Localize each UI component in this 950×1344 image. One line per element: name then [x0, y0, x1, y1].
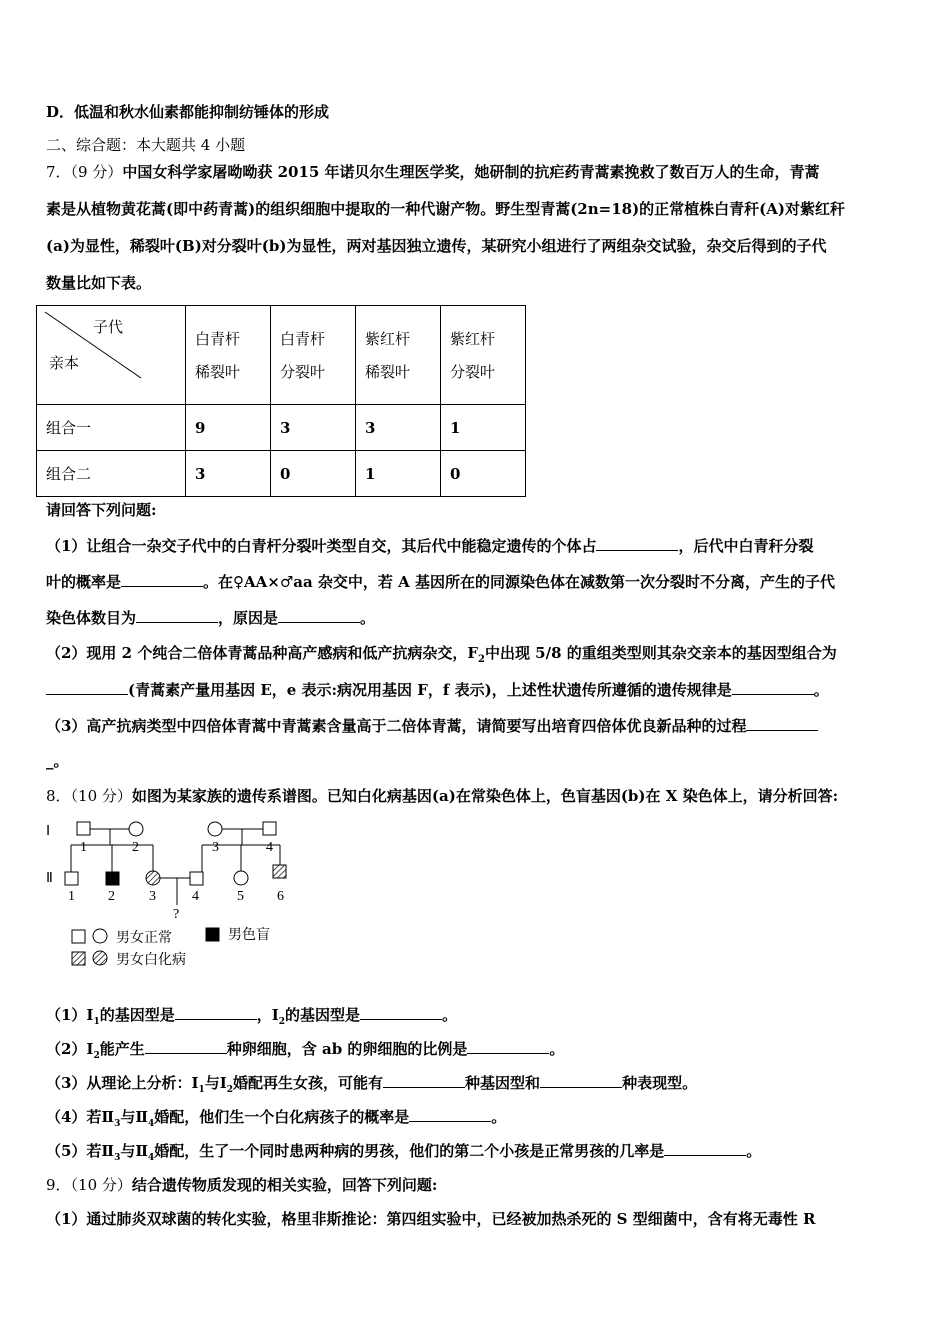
legend-male-colorblind: [206, 928, 219, 941]
gen2-male-6-albino: [273, 865, 286, 878]
table-row: [37, 405, 526, 451]
q7-part1-line1: （1）让组合一杂交子代中的白青杆分裂叶类型自交，其后代中能稳定遗传的个体占 ，后代中白青秆分裂: [46, 537, 814, 555]
header-cell: 白青杆 分裂叶: [271, 306, 356, 405]
row-label: 组合一: [37, 405, 186, 451]
answer-blank[interactable]: [664, 1140, 746, 1156]
table-cell: 0: [441, 451, 526, 497]
label: 2: [108, 889, 115, 904]
answer-blank[interactable]: [409, 1106, 491, 1122]
q7-stem-1: 中国女科学家屠呦呦获 2015 年诺贝尔生理医学奖，她研制的抗疟药青蒿素挽救了数百万人的生命，青蒿: [122, 163, 820, 181]
q8-part5: （5）若$Ⅱ_3$与$Ⅱ_4$婚配，生了一个同时患两种病的男孩，他们的第二个小孩是正常男孩的几率是 。: [46, 1142, 762, 1163]
label: 3: [212, 840, 219, 855]
table-cell: 3: [186, 451, 271, 497]
label: 1: [68, 889, 75, 904]
answer-blank[interactable]: [360, 1004, 442, 1020]
table-cell: 3: [356, 405, 441, 451]
q7-number: 7．（9 分）: [46, 163, 123, 181]
label: 2: [132, 840, 139, 855]
answer-blank[interactable]: [383, 1072, 465, 1088]
q9-number: 9．（10 分）: [46, 1176, 132, 1194]
q8-part4: （4）若$Ⅱ_3$与$Ⅱ_4$婚配，他们生一个白化病孩子的概率是 。: [46, 1108, 507, 1129]
q7-prompt: 请回答下列问题:: [46, 501, 157, 519]
gen2-male-4: [190, 872, 203, 885]
table-cell: 0: [271, 451, 356, 497]
q8-number: 8．（10 分）: [46, 787, 132, 805]
q9-line: [46, 1175, 437, 1195]
answer-blank[interactable]: [278, 607, 360, 623]
legend-female-albino: [93, 951, 107, 965]
q8-stem: 如图为某家族的遗传系谱图。已知白化病基因(a)在常染色体上，色盲基因(b)在 X 染色体上，请分析回答:: [131, 787, 839, 805]
gen-I-label: Ⅰ: [46, 824, 51, 839]
gen-II-label: Ⅱ: [46, 871, 53, 886]
table-cell: 9: [186, 405, 271, 451]
table-corner-cell: [37, 306, 186, 405]
table-row: [37, 451, 526, 497]
q7-stem-2: 素是从植物黄花蒿(即中药青蒿)的组织细胞中提取的一种代谢产物。野生型青蒿(2n=18)的正常植株白青秆(A)对紫红秆: [46, 200, 846, 218]
q9-stem: 结合遗传物质发现的相关实验，回答下列问题:: [131, 1176, 438, 1194]
legend-female-normal: [93, 929, 107, 943]
q7-part3-line1: （3）高产抗病类型中四倍体青蒿中青蒿素含量高于二倍体青蒿，请简要写出培育四倍体优良新品种的过程: [46, 715, 818, 736]
gen2-male-1: [65, 872, 78, 885]
legend-male-albino: [72, 952, 85, 965]
legend-normal-label: 男女正常: [116, 931, 172, 946]
q8-part1: $(1)Ⅰ_1$的基因型是 ，$Ⅰ_2$的基因型是 。: [46, 1006, 458, 1027]
answer-blank[interactable]: [596, 535, 678, 551]
q8-part2: $(2)Ⅰ_2$能产生 种卵细胞，含 ab 的卵细胞的比例是 。: [46, 1040, 565, 1061]
label: 5: [237, 889, 244, 904]
legend-albino-label: 男女白化病: [116, 953, 186, 968]
section-title: 二、综合题：本大题共 4 小题: [46, 136, 246, 154]
answer-blank[interactable]: [175, 1004, 257, 1020]
q7-part3-line2: _。: [46, 752, 69, 770]
answer-blank[interactable]: [145, 1038, 227, 1054]
answer-blank[interactable]: [467, 1038, 549, 1054]
gen1-male-1: [77, 822, 90, 835]
gen2-female-3-albino: [146, 871, 160, 885]
q7-part1-line3: 染色体数目为 ，原因是 。: [46, 609, 376, 627]
label: 4: [266, 840, 273, 855]
q7-part1-line2: 叶的概率是 。在♀AA×♂aa 杂交中，若 A 基因所在的同源染色体在减数第一次分裂时不分离，产生的子代: [46, 573, 836, 591]
table-cell: 3: [271, 405, 356, 451]
legend-male-normal: [72, 930, 85, 943]
answer-blank[interactable]: [746, 715, 818, 731]
offspring-ratio-table: [36, 305, 526, 497]
gen2-male-2-colorblind: [106, 872, 119, 885]
gen1-female-3: [208, 822, 222, 836]
q7-line-1: [46, 162, 820, 182]
label: 1: [80, 840, 87, 855]
answer-blank[interactable]: [540, 1072, 622, 1088]
label: 4: [192, 889, 199, 904]
answer-blank[interactable]: [121, 571, 203, 587]
corner-label-parent: 亲本: [49, 354, 80, 372]
header-cell: 紫红杆 分裂叶: [441, 306, 526, 405]
table-cell: 1: [441, 405, 526, 451]
option-d: D．低温和秋水仙素都能抑制纺锤体的形成: [46, 103, 330, 121]
label: 3: [149, 889, 156, 904]
q8-line: [46, 786, 838, 806]
header-cell: 紫红杆 稀裂叶: [356, 306, 441, 405]
q7-part2-line1: （2）现用 2 个纯合二倍体青蒿品种高产感病和低产抗病杂交，$F_2$中出现 5/8 的重组类型则其杂交亲本的基因型组合为: [46, 644, 837, 665]
q7-part2-line2: (青蒿素产量用基因 E，e 表示:病况用基因 F，f 表示)，上述性状遗传所遵循的遗传规律是 。: [46, 679, 829, 700]
q7-stem-3: (a)为显性，稀裂叶(B)对分裂叶(b)为显性，两对基因独立遗传，某研究小组进行了两组杂交试验，杂交后得到的子代: [46, 237, 827, 255]
q8-part3: （3）从理论上分析：$Ⅰ_1$与$Ⅰ_2$婚配再生女孩，可能有 种基因型和 种表现型。: [46, 1074, 698, 1095]
answer-blank[interactable]: [46, 679, 128, 695]
row-label: 组合二: [37, 451, 186, 497]
q9-part1: （1）通过肺炎双球菌的转化实验，格里非斯推论：第四组实验中，已经被加热杀死的 S 型细菌中，含有将无毒性 R: [46, 1210, 816, 1228]
answer-blank[interactable]: [136, 607, 218, 623]
legend-colorblind-label: 男色盲: [228, 928, 270, 943]
header-cell: 白青杆 稀裂叶: [186, 306, 271, 405]
gen1-female-2: [129, 822, 143, 836]
answer-blank[interactable]: [732, 679, 814, 695]
pedigree-chart: [40, 815, 300, 975]
gen1-male-4: [263, 822, 276, 835]
table-cell: 1: [356, 451, 441, 497]
corner-label-offspring: 子代: [93, 318, 124, 336]
label: 6: [277, 889, 284, 904]
q7-stem-4: 数量比如下表。: [46, 274, 152, 292]
gen2-female-5: [234, 871, 248, 885]
unknown-child-label: ?: [173, 907, 180, 922]
